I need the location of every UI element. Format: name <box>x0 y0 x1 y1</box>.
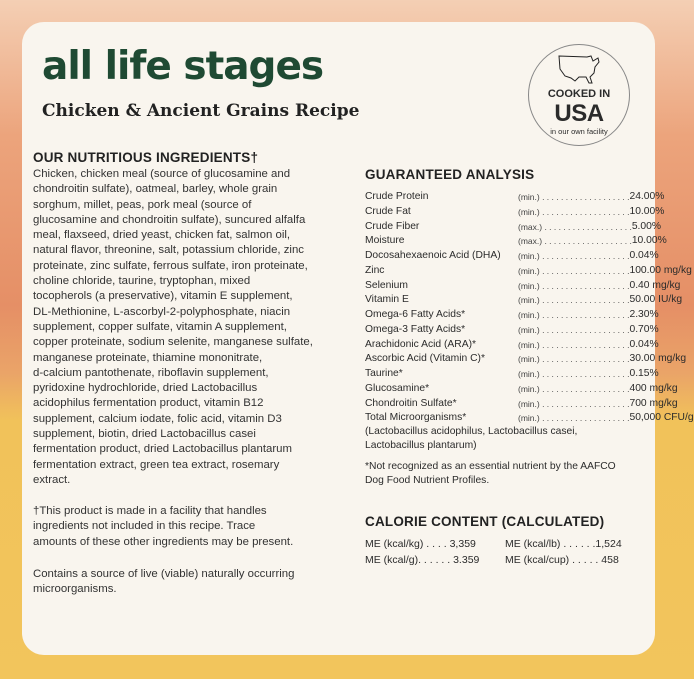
qualifier: (min.) . . . . . . . . . . . . . . . . . . . <box>518 339 630 350</box>
calorie-grid <box>365 536 635 568</box>
nutrient-name: Omega-3 Fatty Acids* <box>365 323 466 335</box>
nutrient-value: 0.04% <box>629 338 659 350</box>
badge-line2: USA <box>554 100 604 127</box>
nutrient-value: 100.00 mg/kg <box>629 264 692 276</box>
qualifier: (min.) . . . . . . . . . . . . . . . . . . . <box>518 398 630 409</box>
calorie-item: ME (kcal/g). . . . . . 3.359 <box>365 554 480 566</box>
analysis-row <box>365 411 694 426</box>
nutrient-name: Omega-6 Fatty Acids* <box>365 309 466 320</box>
analysis-row <box>365 293 683 308</box>
qualifier: (min.) . . . . . . . . . . . . . . . . . . . <box>518 413 630 424</box>
nutrient-name: Arachidonic Acid (ARA)* <box>365 338 477 350</box>
analysis-row <box>365 382 678 397</box>
nutrient-value: 0.15% <box>629 368 659 379</box>
nutrient-name: Taurine* <box>365 368 403 379</box>
badge-line3: in our own facility <box>550 127 608 136</box>
qualifier: (min.) . . . . . . . . . . . . . . . . . . . <box>518 324 630 335</box>
qualifier: (min.) . . . . . . . . . . . . . . . . . . . <box>518 265 630 276</box>
nutrient-value: 700 mg/kg <box>629 397 678 409</box>
strains-note: (Lactobacillus acidophilus, Lactobacillus casei, Lactobacillus plantarum) <box>365 426 578 451</box>
recipe-subtitle: Chicken & Ancient Grains Recipe <box>42 101 360 121</box>
live-microorganisms-note: Contains a source of live (viable) naturally occurring microorganisms. <box>33 568 295 596</box>
analysis-row <box>365 249 659 264</box>
nutrient-name: Glucosamine* <box>365 382 430 394</box>
qualifier: (max.) . . . . . . . . . . . . . . . . . . . <box>518 236 632 247</box>
nutrient-value: 5.00% <box>631 220 662 232</box>
nutrient-value: 10.00% <box>631 235 667 247</box>
analysis-row <box>365 234 667 249</box>
analysis-row <box>365 279 681 294</box>
nutrient-value: 0.70% <box>629 323 659 335</box>
qualifier: (min.) . . . . . . . . . . . . . . . . . . . <box>518 192 630 202</box>
nutrient-name: Selenium <box>365 279 408 291</box>
qualifier: (min.) . . . . . . . . . . . . . . . . . . . <box>518 369 630 379</box>
aafco-footnote: *Not recognized as an essential nutrient by the AAFCO Dog Food Nutrient Profiles. <box>365 461 616 486</box>
nutrient-value: 400 mg/kg <box>629 382 678 394</box>
nutrient-name: Ascorbic Acid (Vitamin C)* <box>365 353 485 365</box>
nutrient-value: 24.00% <box>629 191 665 202</box>
qualifier: (min.) . . . . . . . . . . . . . . . . . . . <box>518 280 630 291</box>
analysis-row <box>365 190 665 205</box>
analysis-row <box>365 367 659 382</box>
nutrient-value: 50,000 CFU/g <box>629 412 694 424</box>
nutrient-name: Zinc <box>365 264 385 276</box>
cooked-in-usa-badge <box>528 44 630 146</box>
nutrient-name: Chondroitin Sulfate* <box>365 397 457 409</box>
nutrient-value: 50.00 IU/kg <box>629 294 683 306</box>
nutrient-name: Crude Fiber <box>365 220 420 232</box>
analysis-row <box>365 205 665 220</box>
qualifier: (min.) . . . . . . . . . . . . . . . . . . . <box>518 251 630 261</box>
nutrient-name: Crude Fat <box>365 205 411 217</box>
qualifier: (min.) . . . . . . . . . . . . . . . . . . . <box>518 295 630 306</box>
qualifier: (min.) . . . . . . . . . . . . . . . . . . . <box>518 310 630 320</box>
analysis-row <box>365 308 659 323</box>
nutrient-value: 2.30% <box>629 309 659 320</box>
calorie-item: ME (kcal/lb) . . . . . .1,524 <box>505 538 622 550</box>
nutrient-name: Total Microorganisms* <box>365 412 467 424</box>
badge-line1: COOKED IN <box>547 88 611 100</box>
analysis-row <box>365 352 687 367</box>
facility-note: †This product is made in a facility that handles ingredients not included in this recipe. Trace amounts of these other ingredients may be present. <box>33 505 294 548</box>
analysis-heading: GUARANTEED ANALYSIS <box>365 167 535 182</box>
ingredients-heading: OUR NUTRITIOUS INGREDIENTS† <box>33 150 259 165</box>
analysis-table <box>365 190 694 426</box>
analysis-row <box>365 338 659 353</box>
analysis-row <box>365 397 678 412</box>
calorie-item: ME (kcal/cup) . . . . . 458 <box>505 554 619 566</box>
analysis-row <box>365 323 659 338</box>
nutrient-value: 0.40 mg/kg <box>629 279 681 291</box>
analysis-row <box>365 220 662 235</box>
nutrient-value: 0.04% <box>629 250 659 261</box>
calorie-item: ME (kcal/kg) . . . . 3,359 <box>365 538 476 550</box>
qualifier: (min.) . . . . . . . . . . . . . . . . . . . <box>518 354 630 365</box>
page-title: all life stages <box>42 44 324 89</box>
usa-map-icon <box>557 53 601 85</box>
nutrient-value: 30.00 mg/kg <box>629 353 687 365</box>
analysis-row <box>365 264 692 279</box>
ingredients-text: Chicken, chicken meal (source of glucosamine and chondroitin sulfate), oatmeal, barley, whole grain sorghum, millet, peas, pork meal (source of glucosamine and chondroitin sulfate), suncured alfalfa meal, flaxseed, dried yeast, chicken fat, salmon oil, natural flavor, threonine, salt, potassium chloride, zinc proteinate, zinc sulfate, ferrous sulfate, iron proteinate, choline chloride, taurine, tryptophan, mixed tocopherols (a preservative), vitamin E supplement, DL-Methionine, L-ascorbyl-2-polyphosphate, niacin supplement, copper sulfate, vitamin A supplement, copper proteinate, sodium selenite, manganese sulfate, manganese proteinate, thiamine mononitrate, d-calcium pantothenate, riboflavin supplement, pyridoxine hydrochloride, dried Lactobacillus acidophilus fermentation product, vitamin B12 supplement, calcium iodate, folic acid, vitamin D3 supplement, biotin, dried Lactobacillus casei fermentation product, dried Lactobacillus plantarum fermentation extract, green tea extract, rosemary extract. <box>33 168 313 486</box>
nutrient-value: 10.00% <box>629 205 665 217</box>
qualifier: (min.) . . . . . . . . . . . . . . . . . . . <box>518 383 630 394</box>
nutrient-name: Docosahexaenoic Acid (DHA) <box>365 250 501 261</box>
nutrient-name: Vitamin E <box>365 294 409 306</box>
nutrient-name: Moisture <box>365 235 405 247</box>
qualifier: (max.) . . . . . . . . . . . . . . . . . . . <box>518 221 632 232</box>
calorie-heading: CALORIE CONTENT (CALCULATED) <box>365 514 605 529</box>
qualifier: (min.) . . . . . . . . . . . . . . . . . . . <box>518 206 630 217</box>
nutrient-name: Crude Protein <box>365 191 429 202</box>
